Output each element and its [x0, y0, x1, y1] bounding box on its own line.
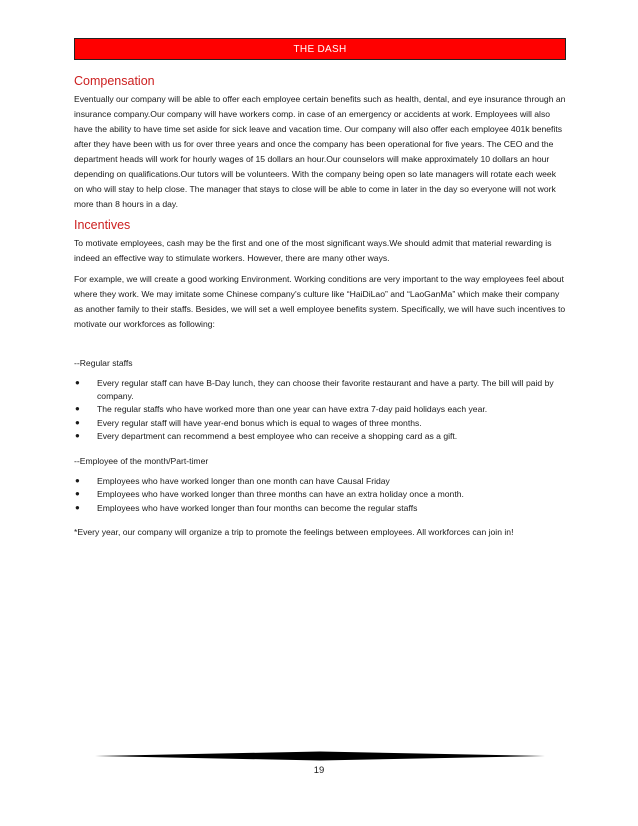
part-timer-list	[74, 475, 566, 515]
list-item	[74, 417, 566, 430]
list-item-text: Every department can recommend a best employee who can receive a shopping card as a gift.	[97, 431, 458, 441]
list-item	[74, 430, 566, 443]
list-item-text: Employees who have worked longer than three months can have an extra holiday once a month.	[97, 489, 464, 499]
bullet-icon: ●	[75, 378, 80, 387]
bullet-icon: ●	[75, 502, 80, 512]
header-bar	[74, 38, 566, 60]
bullet-icon: ●	[75, 475, 80, 485]
list-item	[74, 502, 566, 515]
list-item	[74, 475, 566, 488]
footer-divider	[95, 750, 545, 762]
regular-staffs-heading: --Regular staffs	[74, 358, 133, 368]
bullet-icon: ●	[75, 489, 80, 498]
part-timer-heading: --Employee of the month/Part-timer	[74, 455, 209, 466]
list-item	[74, 403, 566, 416]
list-item-text: The regular staffs who have worked more than one year can have extra 7-day paid holidays each year.	[97, 404, 488, 414]
incentives-heading: Incentives	[74, 218, 131, 232]
incentives-paragraph-1: To motivate employees, cash may be the first and one of the most significant ways.We should admit that material rewarding is indeed an effective way to stimulate workers. However, there are many other ways.	[74, 238, 552, 263]
page-content	[74, 74, 566, 540]
header-title: THE DASH	[293, 43, 347, 55]
list-item-text: Every regular staff will have year-end bonus which is equal to wages of three months.	[97, 417, 422, 428]
list-item	[74, 377, 566, 402]
closing-note: *Every year, our company will organize a trip to promote the feelings between employees. All workforces can join in!	[74, 527, 514, 537]
compensation-heading: Compensation	[74, 74, 155, 88]
list-item	[74, 488, 566, 501]
bullet-icon: ●	[75, 431, 80, 440]
regular-staffs-list	[74, 377, 566, 443]
list-item-text: Employees who have worked longer than four months can become the regular staffs	[97, 502, 418, 513]
bullet-icon: ●	[75, 404, 80, 413]
page-number: 19	[313, 765, 325, 776]
compensation-body: Eventually our company will be able to offer each employee certain benefits such as health, dental, and eye insurance through an insurance company.Our company will have workers comp. in case of an emergency or accidents at work. Employees will also have the ability to have time set aside for sick leave and vacation time. Our company will also offer each employee 401k benefits after they have been with us for over three years and once the company has been operational for five years. The CEO and the department heads will work for hourly wages of 15 dollars an hour.Our counselors will make approximately 10 dollars an hour depending on qualifications.Our tutors will be volunteers. With the company being open so late managers will rotate each week on who will stay to help close. The manager that stays to close will be able to come in later in the day so everyone will not work more than 8 hours in a day.	[74, 94, 566, 209]
incentives-paragraph-2: For example, we will create a good working Environment. Working conditions are very important to the way employees feel about where they work. We may imitate some Chinese company's culture like “HaiDiLao” and “LaoGanMa” which make their company as another family to their staffs. Besides, we will set a well employee benefits system. Specifically, we will have such incentives to motivate our workforces as following:	[74, 274, 566, 329]
list-item-text: Employees who have worked longer than one month can have Causal Friday	[97, 475, 390, 486]
list-item-text: Every regular staff can have B-Day lunch, they can choose their favorite restaurant and have a party. The bill will paid by company.	[97, 378, 554, 401]
bullet-icon: ●	[75, 417, 80, 427]
